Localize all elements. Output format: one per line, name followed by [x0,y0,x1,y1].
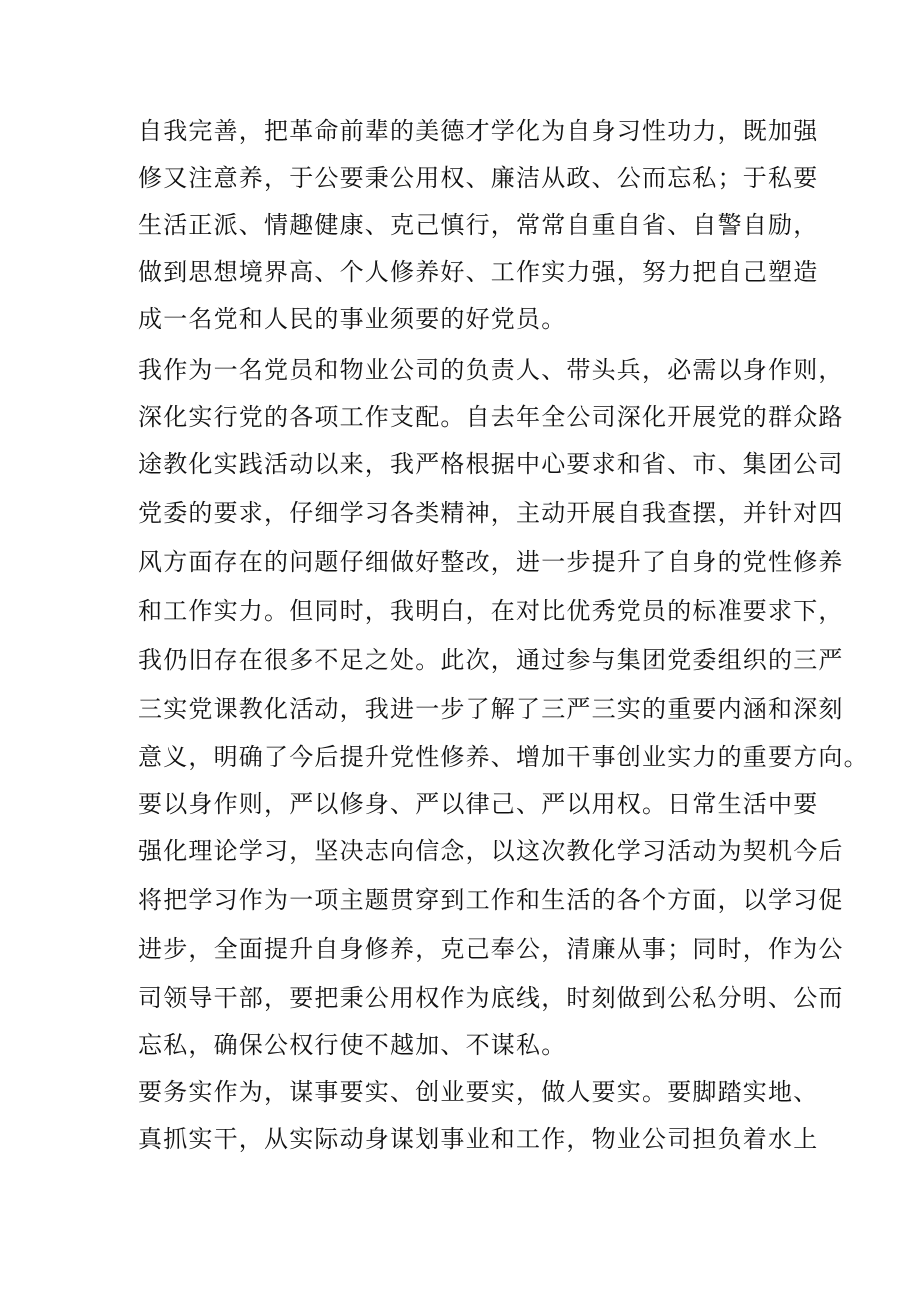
text-line: 我仍旧存在很多不足之处。此次，通过参与集团党委组织的三严 [138,646,844,674]
text-line: 要务实作为，谋事要实、创业要实，做人要实。要脚踏实地、 [138,1078,819,1106]
text-line: 三实党课教化活动，我进一步了解了三严三实的重要内涵和深刻 [138,695,844,723]
text-line: 自我完善，把革命前辈的美德才学化为自身习性功力，既加强 [138,117,819,145]
text-line: 和工作实力。但同时，我明白，在对比优秀党员的标准要求下， [138,597,844,625]
text-line: 忘私，确保公权行使不越加、不谋私。 [138,1031,567,1059]
text-line: 要以身作则，严以修身、严以律己、严以用权。日常生活中要 [138,790,819,818]
text-line: 意义，明确了今后提升党性修养、增加干事创业实力的重要方向。 [138,743,869,771]
text-line: 生活正派、情趣健康、克己慎行，常常自重自省、自警自励， [138,211,819,239]
text-line: 党委的要求，仔细学习各类精神，主动开展自我查摆，并针对四 [138,499,844,527]
text-line: 修又注意养，于公要秉公用权、廉洁从政、公而忘私；于私要 [138,164,819,192]
text-line: 将把学习作为一项主题贯穿到工作和生活的各个方面，以学习促 [138,886,844,914]
text-line: 我作为一名党员和物业公司的负责人、带头兵，必需以身作则， [138,356,844,384]
text-line: 成一名党和人民的事业须要的好党员。 [138,305,567,333]
text-line: 进步，全面提升自身修养，克己奉公，清廉从事；同时，作为公 [138,935,844,963]
text-line: 深化实行党的各项工作支配。自去年全公司深化开展党的群众路 [138,403,844,431]
text-line: 风方面存在的问题仔细做好整改，进一步提升了自身的党性修养 [138,548,844,576]
text-line: 司领导干部，要把秉公用权作为底线，时刻做到公私分明、公而 [138,984,844,1012]
text-line: 真抓实干，从实际动身谋划事业和工作，物业公司担负着水上 [138,1125,819,1153]
text-line: 强化理论学习，坚决志向信念，以这次教化学习活动为契机今后 [138,837,844,865]
text-line: 途教化实践活动以来，我严格根据中心要求和省、市、集团公司 [138,450,844,478]
text-line: 做到思想境界高、个人修养好、工作实力强，努力把自己塑造 [138,258,819,286]
